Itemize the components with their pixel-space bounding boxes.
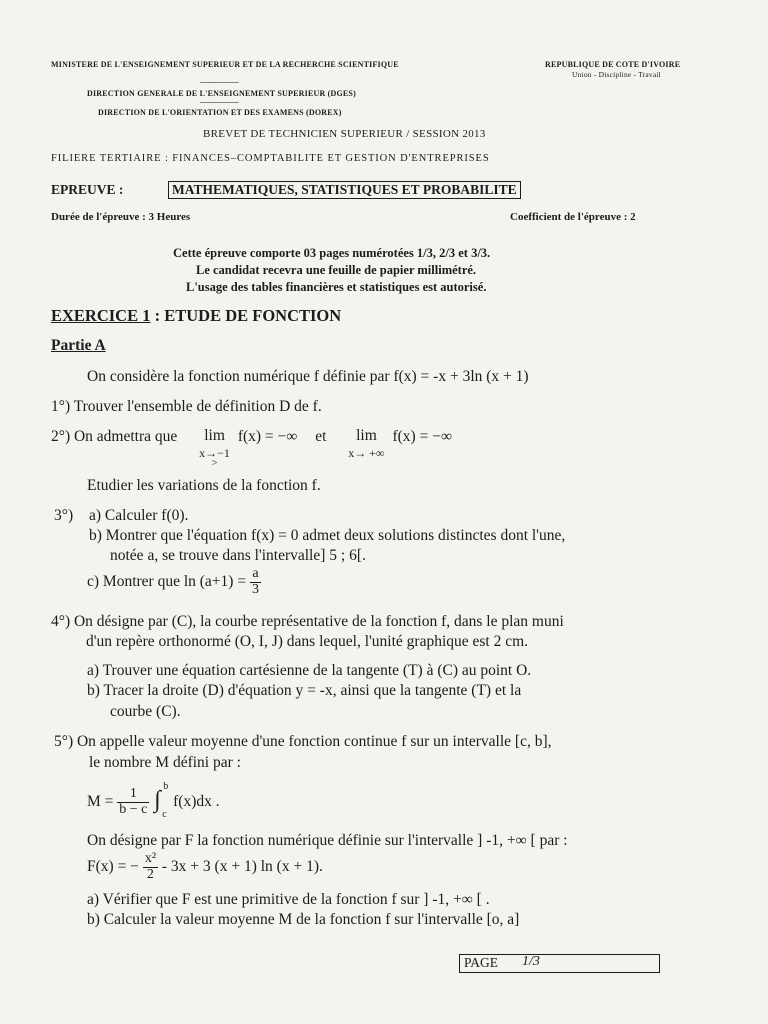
integral-lower-bound: c xyxy=(162,809,167,820)
question-4b-line2: courbe (C). xyxy=(110,703,181,720)
function-definition: On considère la fonction numérique f définie par f(x) = -x + 3ln (x + 1) xyxy=(87,368,529,385)
integral-sign xyxy=(153,781,169,820)
question-3c-prefix: c) Montrer que ln (a+1) = xyxy=(87,572,247,590)
question-4b-line1: b) Tracer la droite (D) d'équation y = -x, ainsi que la tangente (T) et la xyxy=(87,682,522,699)
question-2 xyxy=(51,428,452,469)
F-prefix: F(x) = − xyxy=(87,858,139,876)
filiere-line: FILIERE TERTIAIRE : FINANCES–COMPTABILITE ET GESTION D'ENTREPRISES xyxy=(51,153,490,164)
limit-right xyxy=(348,428,384,459)
question-2b: Etudier les variations de la fonction f. xyxy=(87,477,321,494)
question-5b: b) Calculer la valeur moyenne M de la fonction f sur l'intervalle [o, a] xyxy=(87,911,520,928)
separator-dashes: --------------------- xyxy=(200,78,239,86)
F-rest: - 3x + 3 (x + 1) ln (x + 1). xyxy=(161,858,323,876)
duration: Durée de l'épreuve : 3 Heures xyxy=(51,211,191,223)
limit-right-word: lim xyxy=(356,427,377,444)
ministry-heading: MINISTERE DE L'ENSEIGNEMENT SUPERIEUR ET DE LA RECHERCHE SCIENTIFIQUE xyxy=(51,60,399,69)
motto: Union - Discipline - Travail xyxy=(572,70,661,79)
dorex-heading: DIRECTION DE L'ORIENTATION ET DES EXAMENS (DOREX) xyxy=(98,108,342,117)
and-word: et xyxy=(315,428,327,445)
mean-fraction xyxy=(117,787,149,817)
republic-heading: REPUBLIQUE DE COTE D'IVOIRE xyxy=(545,60,681,69)
F-fraction-numerator: x² xyxy=(144,851,157,866)
page-label: PAGE xyxy=(464,955,499,970)
epreuve-subject: MATHEMATIQUES, STATISTIQUES ET PROBABILITE xyxy=(168,181,521,199)
page-number-box xyxy=(459,954,660,973)
mean-value-formula xyxy=(87,781,220,820)
question-2-prefix: 2°) On admettra que xyxy=(51,428,178,445)
separator-dashes: --------------------- xyxy=(200,98,239,106)
exercise-subject: : ETUDE DE FONCTION xyxy=(150,306,342,325)
question-3a: a) Calculer f(0). xyxy=(89,507,189,524)
limit-left-expr: f(x) = −∞ xyxy=(237,428,298,445)
integral-upper-bound: b xyxy=(163,781,169,792)
limit-left-word: lim xyxy=(204,427,225,444)
question-4-line2: d'un repère orthonormé (O, I, J) dans lequel, l'unité graphique est 2 cm. xyxy=(86,633,529,650)
mean-fraction-numerator: 1 xyxy=(117,787,149,803)
mean-fraction-denominator: b − c xyxy=(119,801,148,817)
dges-heading: DIRECTION GENERALE DE L'ENSEIGNEMENT SUPERIEUR (DGES) xyxy=(87,89,356,98)
partie-heading: Partie A xyxy=(51,337,106,354)
question-3b-line1: b) Montrer que l'équation f(x) = 0 admet deux solutions distinctes dont l'une, xyxy=(89,527,566,544)
question-3b-line2: notée a, se trouve dans l'intervalle] 5 ; 6[. xyxy=(110,547,366,564)
page-number: 1/3 xyxy=(522,954,540,969)
epreuve-label: EPREUVE : xyxy=(51,182,124,197)
instruction-pages: Cette épreuve comporte 03 pages numérotées 1/3, 2/3 et 3/3. xyxy=(173,246,491,260)
F-fraction xyxy=(143,852,158,882)
limit-left-sub: x→−1 xyxy=(199,445,230,460)
question-5a: a) Vérifier que F est une primitive de la fonction f sur ] -1, +∞ [ . xyxy=(87,891,490,908)
fraction-denominator: 3 xyxy=(251,581,259,597)
fraction-numerator: a xyxy=(250,567,261,583)
question-5-line3: On désigne par F la fonction numérique définie sur l'intervalle ] -1, +∞ [ par : xyxy=(87,832,568,849)
limit-left xyxy=(199,428,230,469)
limit-right-sub: x→ +∞ xyxy=(348,445,385,460)
question-1: 1°) Trouver l'ensemble de définition D de f. xyxy=(51,398,322,415)
question-5-line2: le nombre M défini par : xyxy=(89,754,241,771)
instruction-tables: L'usage des tables financières et statistiques est autorisé. xyxy=(186,280,487,294)
limit-right-expr: f(x) = −∞ xyxy=(392,428,453,445)
integrand: f(x)dx . xyxy=(173,793,220,810)
F-definition xyxy=(87,852,323,882)
instruction-paper: Le candidat recevra une feuille de papier millimétré. xyxy=(196,263,477,277)
F-fraction-denominator: 2 xyxy=(146,866,154,882)
question-5-line1: 5°) On appelle valeur moyenne d'une fonction continue f sur un intervalle [c, b], xyxy=(54,733,552,750)
limit-left-subsub: > xyxy=(211,457,218,469)
question-4a: a) Trouver une équation cartésienne de la tangente (T) à (C) au point O. xyxy=(87,662,532,679)
question-3c xyxy=(87,567,261,597)
mean-m-prefix: M = xyxy=(87,793,114,810)
question-4-line1: 4°) On désigne par (C), la courbe représentative de la fonction f, dans le plan muni xyxy=(51,613,564,630)
question-3-number: 3°) xyxy=(54,507,74,524)
coefficient: Coefficient de l'épreuve : 2 xyxy=(510,211,636,223)
exercise-number: EXERCICE 1 xyxy=(51,306,151,325)
exercise-title xyxy=(51,306,341,326)
fraction-a-over-3 xyxy=(250,567,261,597)
exam-title: BREVET DE TECHNICIEN SUPERIEUR / SESSION 2013 xyxy=(203,128,486,140)
integral-symbol: ∫ xyxy=(154,787,161,813)
